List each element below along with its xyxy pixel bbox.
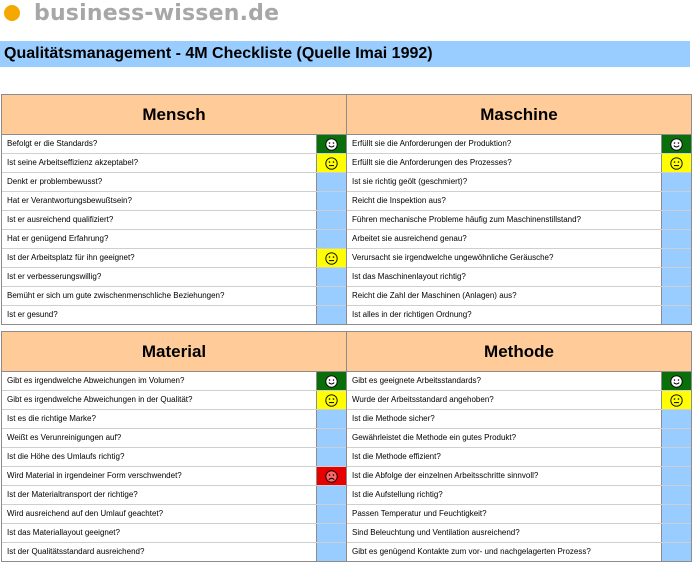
question-text: Gewährleistet die Methode ein gutes Produkt? [352,433,517,442]
status-cell[interactable] [661,448,691,466]
checklist-row [347,448,691,467]
status-cell[interactable] [316,249,346,267]
checklist-row [347,173,691,192]
status-cell[interactable] [661,410,691,428]
page-title: Qualitätsmanagement - 4M Checkliste (Quelle Imai 1992) [4,45,433,62]
question-text: Ist die Höhe des Umlaufs richtig? [7,452,125,461]
question-text: Erfüllt sie die Anforderungen der Produktion? [352,139,512,148]
brand-dot-icon [4,5,20,21]
checklist-row [347,467,691,486]
title-bar [0,41,690,67]
status-cell[interactable] [661,391,691,409]
status-cell[interactable] [316,154,346,172]
checklist-row [2,486,346,505]
status-cell[interactable] [661,372,691,390]
status-cell[interactable] [316,173,346,191]
status-cell[interactable] [661,230,691,248]
smiley-happy-icon [325,138,338,151]
checklist-row [347,268,691,287]
checklist-row [347,410,691,429]
panel-header-maschine: Maschine [347,95,691,135]
question-text: Bemüht er sich um gute zwischenmenschliche Beziehungen? [7,291,225,300]
panel-material [1,331,347,562]
checklist-row [347,211,691,230]
smiley-neutral-icon [670,394,683,407]
status-cell[interactable] [661,135,691,153]
question-text: Denkt er problembewusst? [7,177,103,186]
checklist-row [347,287,691,306]
question-text: Ist der Arbeitsplatz für ihn geeignet? [7,253,135,262]
question-text: Verursacht sie irgendwelche ungewöhnliche Geräusche? [352,253,554,262]
checklist-row [2,372,346,391]
status-cell[interactable] [661,249,691,267]
checklist-row [347,391,691,410]
panel-header-mensch: Mensch [2,95,346,135]
question-text: Ist er ausreichend qualifiziert? [7,215,114,224]
panel-methode [346,331,692,562]
status-cell[interactable] [661,154,691,172]
smiley-happy-icon [670,138,683,151]
status-cell[interactable] [316,448,346,466]
status-cell[interactable] [661,306,691,324]
smiley-neutral-icon [325,157,338,170]
checklist-row [2,230,346,249]
smiley-sad-icon [325,470,338,483]
status-cell[interactable] [316,410,346,428]
checklist-row [2,410,346,429]
question-text: Erfüllt sie die Anforderungen des Prozesses? [352,158,512,167]
question-text: Arbeitet sie ausreichend genau? [352,234,467,243]
question-text: Ist der Materialtransport der richtige? [7,490,138,499]
question-text: Ist er gesund? [7,310,58,319]
question-text: Hat er genügend Erfahrung? [7,234,109,243]
question-text: Wird ausreichend auf den Umlauf geachtet? [7,509,164,518]
status-cell[interactable] [316,467,346,485]
checklist-row [347,429,691,448]
status-cell[interactable] [661,486,691,504]
checklist-row [347,192,691,211]
status-cell[interactable] [316,429,346,447]
checklist-row [2,524,346,543]
checklist-row [2,306,346,324]
checklist-row [2,249,346,268]
question-text: Reicht die Inspektion aus? [352,196,446,205]
status-cell[interactable] [661,467,691,485]
question-text: Passen Temperatur und Feuchtigkeit? [352,509,487,518]
smiley-neutral-icon [670,157,683,170]
checklist-row [2,467,346,486]
question-text: Ist es die richtige Marke? [7,414,96,423]
question-text: Wurde der Arbeitsstandard angehoben? [352,395,494,404]
checklist-row [2,429,346,448]
status-cell[interactable] [316,211,346,229]
status-cell[interactable] [316,306,346,324]
status-cell[interactable] [316,524,346,542]
question-text: Gibt es irgendwelche Abweichungen im Volumen? [7,376,185,385]
checklist-row [347,306,691,324]
question-text: Ist alles in der richtigen Ordnung? [352,310,472,319]
checklist-row [347,249,691,268]
status-cell[interactable] [316,287,346,305]
question-text: Ist die Abfolge der einzelnen Arbeitsschritte sinnvoll? [352,471,539,480]
checklist-row [2,448,346,467]
checklist-row [2,135,346,154]
panel-mensch [1,94,347,325]
checklist-row [2,192,346,211]
question-text: Sind Beleuchtung und Ventilation ausreichend? [352,528,520,537]
checklist-row [2,268,346,287]
panel-maschine [346,94,692,325]
status-cell[interactable] [316,372,346,390]
smiley-happy-icon [325,375,338,388]
checklist-row [347,505,691,524]
panel-header-methode: Methode [347,332,691,372]
status-cell[interactable] [316,486,346,504]
question-text: Führen mechanische Probleme häufig zum Maschinenstillstand? [352,215,582,224]
checklist-row [347,154,691,173]
question-text: Gibt es geeignete Arbeitsstandards? [352,376,481,385]
status-cell[interactable] [661,287,691,305]
status-cell[interactable] [661,543,691,561]
question-text: Ist die Methode sicher? [352,414,435,423]
status-cell[interactable] [661,429,691,447]
checklist-row [2,543,346,561]
checklist-row [2,505,346,524]
status-cell[interactable] [316,230,346,248]
checklist-row [2,391,346,410]
status-cell[interactable] [661,524,691,542]
status-cell[interactable] [661,173,691,191]
question-text: Gibt es irgendwelche Abweichungen in der Qualität? [7,395,193,404]
smiley-neutral-icon [325,394,338,407]
panel-header-material: Material [2,332,346,372]
question-text: Ist das Maschinenlayout richtig? [352,272,466,281]
checklist-row [347,372,691,391]
question-text: Befolgt er die Standards? [7,139,98,148]
checklist-row [2,154,346,173]
status-cell[interactable] [661,505,691,523]
checklist-row [347,486,691,505]
status-cell[interactable] [661,192,691,210]
question-text: Gibt es genügend Kontakte zum vor- und nachgelagerten Prozess? [352,547,591,556]
question-text: Hat er Verantwortungsbewußtsein? [7,196,132,205]
checklist-row [347,524,691,543]
status-cell[interactable] [316,268,346,286]
checklist-row [2,287,346,306]
smiley-happy-icon [670,375,683,388]
question-text: Ist er verbesserungswillig? [7,272,102,281]
question-text: Ist die Aufstellung richtig? [352,490,443,499]
smiley-neutral-icon [325,252,338,265]
question-text: Reicht die Zahl der Maschinen (Anlagen) aus? [352,291,517,300]
question-text: Ist der Qualitätsstandard ausreichend? [7,547,145,556]
status-cell[interactable] [316,505,346,523]
question-text: Ist sie richtig geölt (geschmiert)? [352,177,468,186]
question-text: Wird Material in irgendeiner Form verschwendet? [7,471,182,480]
question-text: Ist die Methode effizient? [352,452,441,461]
status-cell[interactable] [316,192,346,210]
question-text: Weißt es Verunreinigungen auf? [7,433,122,442]
status-cell[interactable] [316,135,346,153]
brand-name: business-wissen.de [34,0,280,26]
checklist-row [2,211,346,230]
status-cell[interactable] [661,211,691,229]
status-cell[interactable] [316,543,346,561]
checklist-row [2,173,346,192]
status-cell[interactable] [316,391,346,409]
checklist-row [347,230,691,249]
checklist-row [347,135,691,154]
brand-logo [0,0,279,26]
checklist-row [347,543,691,561]
question-text: Ist das Materiallayout geeignet? [7,528,120,537]
status-cell[interactable] [661,268,691,286]
question-text: Ist seine Arbeitseffizienz akzeptabel? [7,158,139,167]
